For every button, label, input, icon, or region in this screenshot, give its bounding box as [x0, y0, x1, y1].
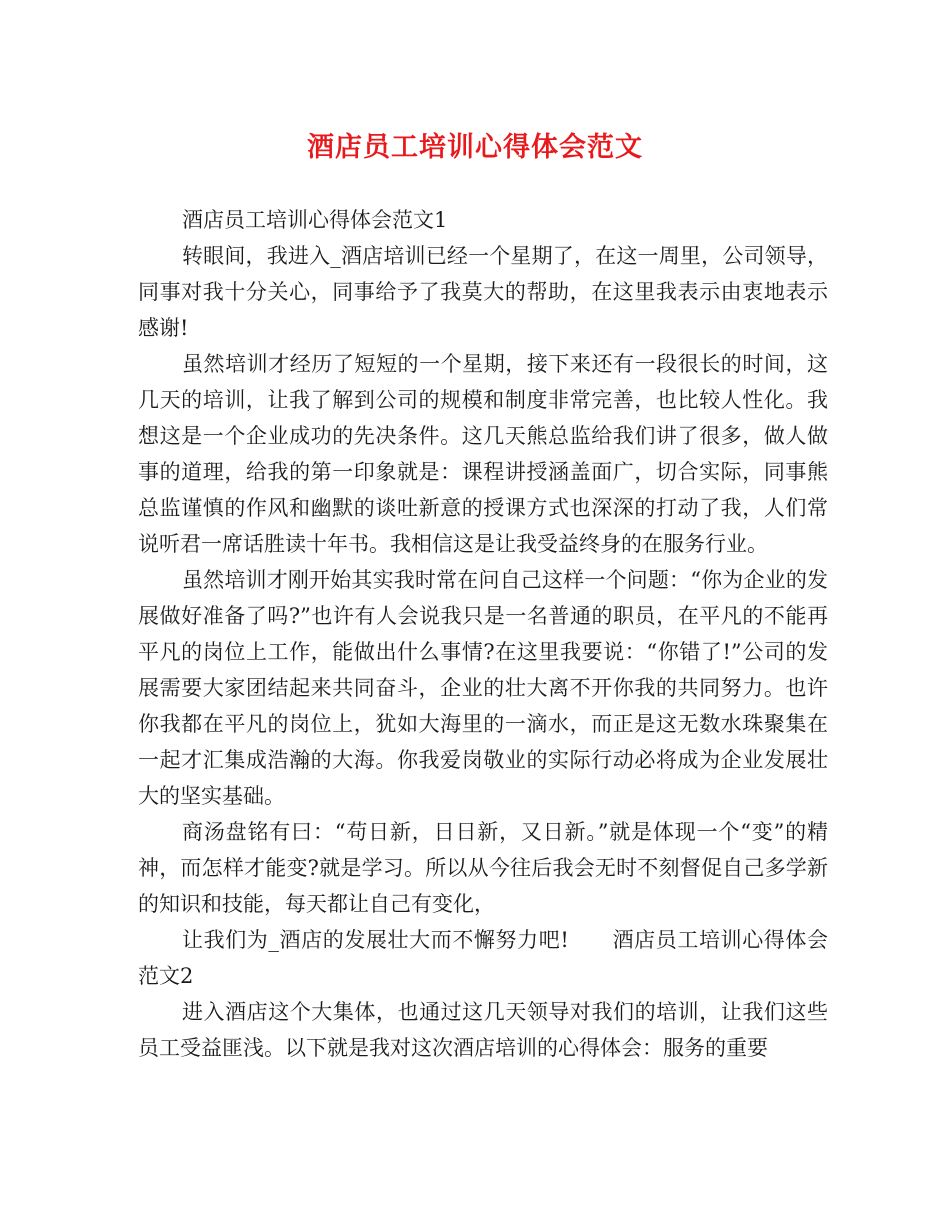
paragraph: 让我们为_酒店的发展壮大而不懈努力吧! 酒店员工培训心得体会范文2 [138, 928, 828, 988]
section-heading-1: 酒店员工培训心得体会范文1 [182, 208, 448, 232]
document-body [138, 202, 828, 1066]
paragraph: 转眼间，我进入_酒店培训已经一个星期了，在这一周里，公司领导，同事对我十分关心，同事给予了我莫大的帮助，在这里我表示由衷地表示感谢! [138, 244, 828, 340]
document-title: 酒店员工培训心得体会范文 [307, 132, 643, 163]
paragraph: 商汤盘铭有曰：“苟日新，日日新，又日新。”就是体现一个“变”的精神，而怎样才能变?就是学习。所以从今往后我会无时不刻督促自己多学新的知识和技能，每天都让自己有变化， [138, 820, 828, 916]
paragraph: 进入酒店这个大集体，也通过这几天领导对我们的培训，让我们这些员工受益匪浅。以下就是我对这次酒店培训的心得体会：服务的重要 [138, 1000, 828, 1060]
paragraph: 虽然培训才刚开始其实我时常在问自己这样一个问题：“你为企业的发展做好准备了吗?”也许有人会说我只是一名普通的职员，在平凡的不能再平凡的岗位上工作，能做出什么事情?在这里我要说：“你错了!”公司的发展需要大家团结起来共同奋斗，企业的壮大离不开你我的共同努力。也许你我都在平凡的岗位上，犹如大海里的一滴水，而正是这无数水珠聚集在一起才汇集成浩瀚的大海。你我爱岗敬业的实际行动必将成为企业发展壮大的坚实基础。 [138, 568, 828, 808]
paragraph: 虽然培训才经历了短短的一个星期，接下来还有一段很长的时间，这几天的培训，让我了解到公司的规模和制度非常完善，也比较人性化。我想这是一个企业成功的先决条件。这几天熊总监给我们讲了很多，做人做事的道理，给我的第一印象就是：课程讲授涵盖面广，切合实际，同事熊总监谨慎的作风和幽默的谈吐新意的授课方式也深深的打动了我，人们常说听君一席话胜读十年书。我相信这是让我受益终身的在服务行业。 [138, 352, 828, 556]
